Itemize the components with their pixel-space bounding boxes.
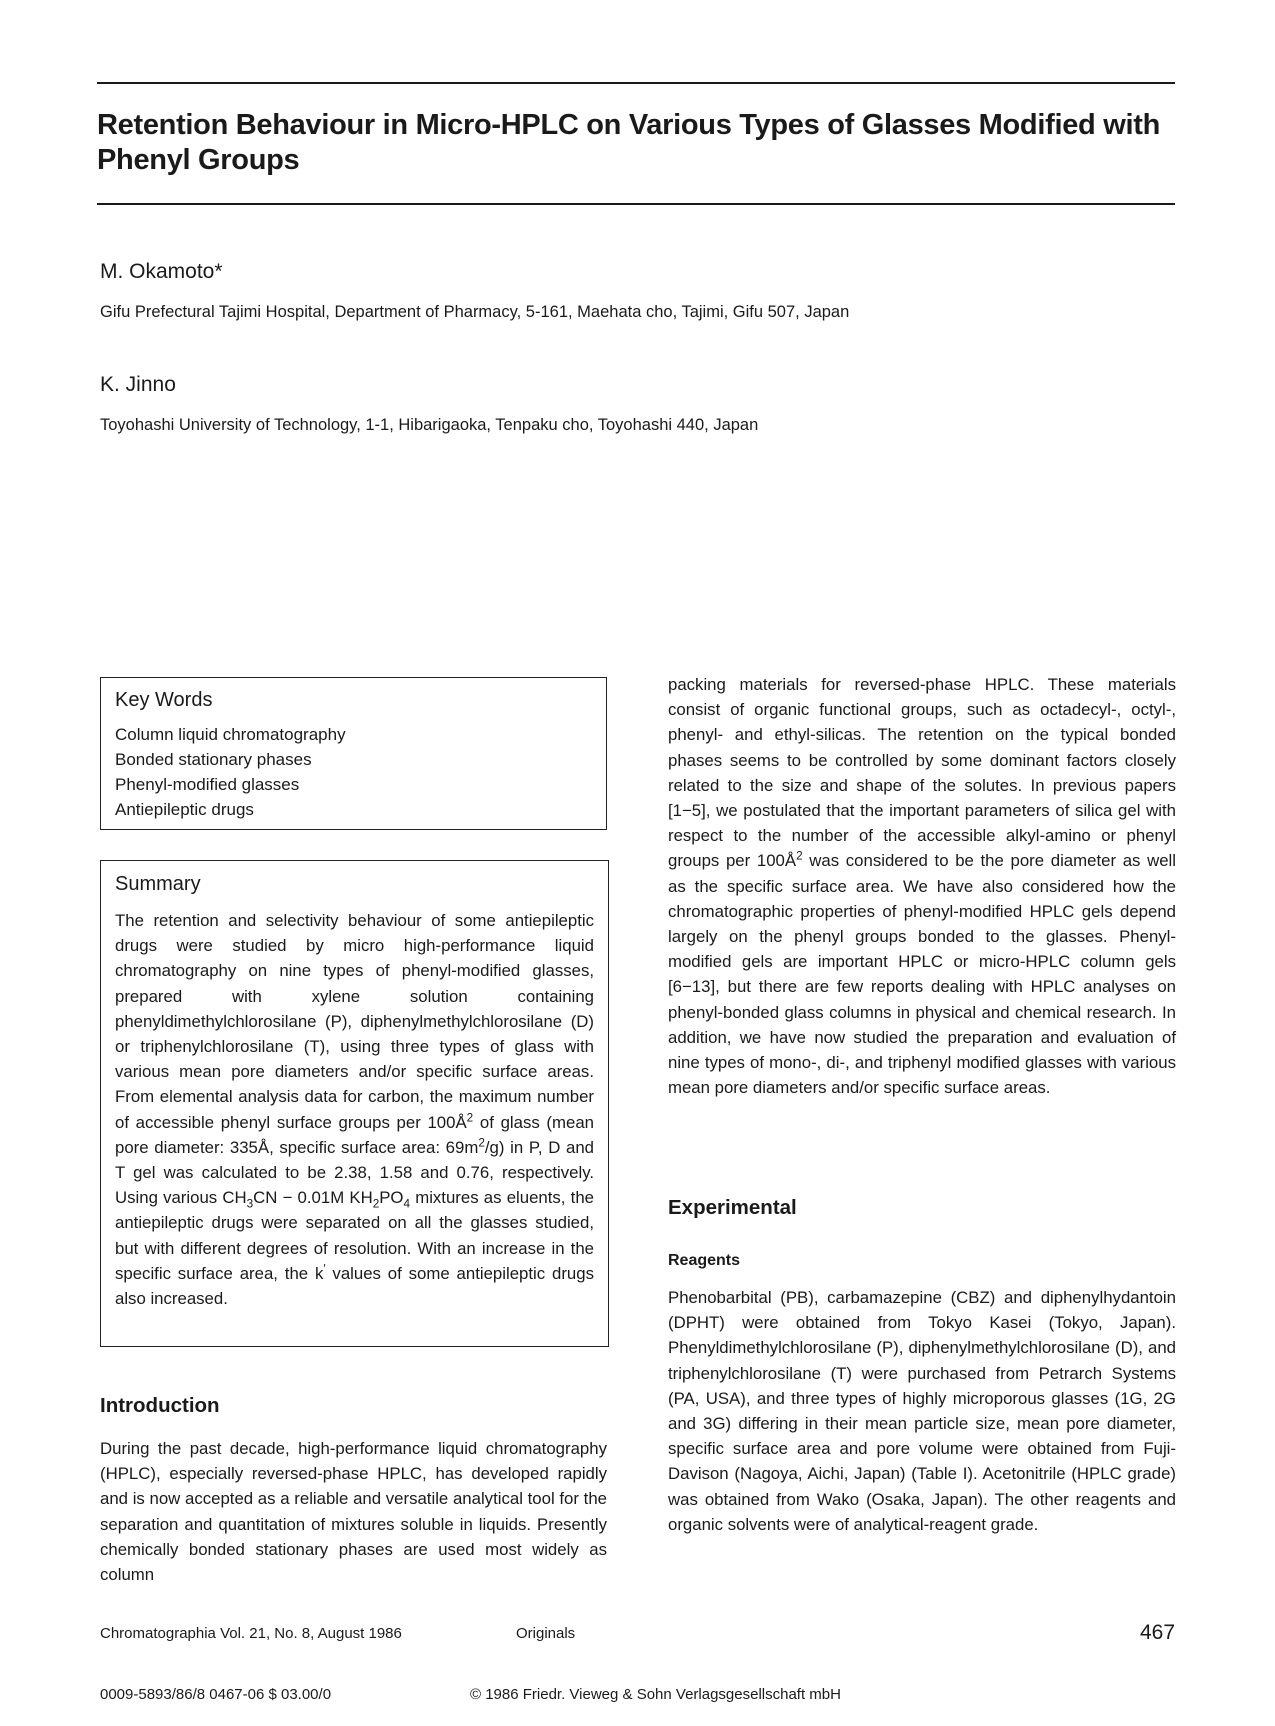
summary-box (100, 860, 609, 1347)
summary-text: The retention and selectivity behaviour of some antiepileptic drugs were studied by micro high-performance liquid chromatography on nine types of phenyl-modified glasses, prepared with xylene solution containing phenyldimethylchlorosilane (P), diphenylmethylchlorosilane (D) or triphenylchlorosilane (T), using three types of glass with various mean pore diameters and/or specific surface areas. From elemental analysis data for carbon, the maximum number of accessible phenyl surface groups per $100Å^2$ of glass (mean pore diameter: 335Å, specific surface area: $69m^2/g$) in P, D and T gel was calculated to be 2.38, 1.58 and 0.76, respectively. Using various $CH_3CN - 0.01M$ $KH_2PO_4$ mixtures as eluents, the antiepileptic drugs were separated on all the glasses studied, but with different degrees of resolution. With an increase in the specific surface area, the k′ values of some antiepileptic drugs also increased. (115, 911, 594, 1309)
keywords-list (115, 722, 592, 822)
journal-citation: Chromatographia Vol. 21, No. 8, August 1986 (100, 1625, 402, 1642)
title-bottom-rule (97, 203, 1175, 205)
author-name-2: K. Jinno (100, 373, 176, 396)
copyright-line: © 1986 Friedr. Vieweg & Sohn Verlagsgesellschaft mbH (470, 1686, 841, 1703)
section-label: Originals (516, 1625, 576, 1642)
keywords-box (100, 677, 607, 830)
keywords-heading: Key Words (115, 689, 213, 711)
experimental-heading: Experimental (668, 1196, 797, 1219)
introduction-heading: Introduction (100, 1394, 220, 1417)
introduction-text-left: During the past decade, high-performance liquid chromatography (HPLC), especially reversed-phase HPLC, has developed rapidly and is now accepted as a reliable and versatile analytical tool for the separation and quantitation of mixtures soluble in liquids. Presently chemically bonded stationary phases are used most widely as column (100, 1439, 607, 1585)
page-number: 467 (1140, 1621, 1176, 1644)
author-name-1: M. Okamoto* (100, 260, 223, 283)
keyword-item: Column liquid chromatography (115, 725, 346, 744)
summary-heading: Summary (115, 873, 201, 895)
introduction-text-right: packing materials for reversed-phase HPLC. These materials consist of organic functional groups, such as octadecyl-, octyl-, phenyl- and ethyl-silicas. The retention on the typical bonded phases seems to be controlled by some dominant factors closely related to the size and shape of the solutes. In previous papers [1−5], we postulated that the important parameters of silica gel with respect to the number of the accessible alkyl-amino or phenyl groups per $100Å^2$ was considered to be the pore diameter as well as the specific surface area. We have also considered how the chromatographic properties of phenyl-modified HPLC gels depend largely on the phenyl groups bonded to the glasses. Phenyl-modified gels are important HPLC or micro-HPLC column gels [6−13], but there are few reports dealing with HPLC analyses on phenyl-bonded glass columns in physical and chemical research. In addition, we have now studied the preparation and evaluation of nine types of mono-, di-, and triphenyl modified glasses with various mean pore diameters and/or specific surface areas. (668, 675, 1176, 1098)
reagents-text: Phenobarbital (PB), carbamazepine (CBZ) and diphenylhydantoin (DPHT) were obtained from Tokyo Kasei (Tokyo, Japan). Phenyldimethylchlorosilane (P), diphenylmethylchlorosilane (D), and triphenylchlorosilane (T) were purchased from Petrarch Systems (PA, USA), and three types of highly microporous glasses (1G, 2G and 3G) differing in their mean particle size, mean pore diameter, specific surface area and pore volume were obtained from Fuji-Davison (Nagoya, Aichi, Japan) (Table I). Acetonitrile (HPLC grade) was obtained from Wako (Osaka, Japan). The other reagents and organic solvents were of analytical-reagent grade. (668, 1288, 1176, 1534)
author-affiliation-1: Gifu Prefectural Tajimi Hospital, Department of Pharmacy, 5-161, Maehata cho, Tajimi, Gifu 507, Japan (100, 303, 850, 321)
article-code: 0009-5893/86/8 0467-06 $ 03.00/0 (100, 1686, 332, 1703)
keyword-item: Phenyl-modified glasses (115, 775, 300, 794)
keyword-item: Antiepileptic drugs (115, 800, 254, 819)
author-affiliation-2: Toyohashi University of Technology, 1-1, Hibarigaoka, Tenpaku cho, Toyohashi 440, Japan (100, 416, 759, 434)
paper-title: Retention Behaviour in Micro-HPLC on Various Types of Glasses Modified with Phenyl Groups (97, 109, 1160, 176)
title-top-rule (97, 82, 1175, 84)
reagents-subheading: Reagents (668, 1252, 741, 1269)
keyword-item: Bonded stationary phases (115, 750, 312, 769)
